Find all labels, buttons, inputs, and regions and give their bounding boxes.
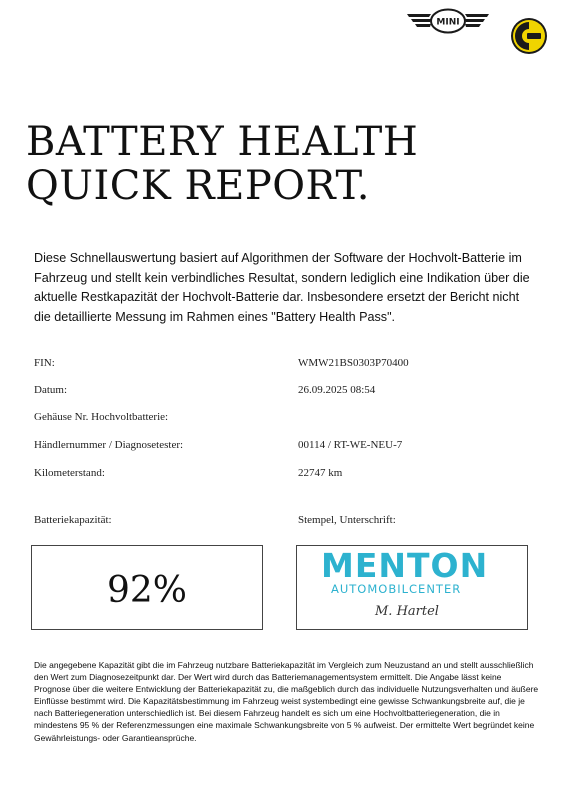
intro-paragraph: Diese Schnellauswertung basiert auf Algorithmen der Software der Hochvolt-Batterie im Fahrzeug und stellt kein verbindliches Resultat, sondern lediglich eine Indikation über die aktuelle Restkapazität der Hochvolt-Batterie dar. Insbesondere ersetzt der Bericht nicht die detaillierte Messung im Rahmen eines "Battery Health Pass". — [34, 251, 530, 324]
field-datum — [34, 384, 539, 400]
mini-logo — [407, 8, 489, 34]
electric-bolt-logo — [509, 16, 549, 56]
title-line-1: BATTERY HEALTH — [26, 119, 419, 165]
capacity-box — [31, 545, 263, 630]
stamp-label: Stempel, Unterschrift: — [298, 514, 396, 526]
km-value: 22747 km — [298, 467, 343, 479]
datum-value: 26.09.2025 08:54 — [298, 384, 376, 396]
haendler-label: Händlernummer / Diagnosetester: — [34, 439, 184, 451]
haendler-value: 00114 / RT-WE-NEU-7 — [298, 439, 403, 451]
report-title — [26, 120, 418, 208]
datum-label: Datum: — [34, 384, 67, 396]
km-label: Kilometerstand: — [34, 467, 105, 479]
field-kilometerstand — [34, 467, 539, 483]
fin-value: WMW21BS0303P70400 — [298, 357, 409, 369]
stamp-company-subtitle: AUTOMOBILCENTER — [331, 582, 462, 596]
signature: M. Hartel — [375, 604, 439, 619]
stamp-box — [296, 545, 528, 630]
box-labels — [34, 514, 539, 530]
field-fin — [34, 357, 539, 373]
field-haendler — [34, 439, 539, 455]
field-gehaeuse — [34, 411, 539, 427]
capacity-value: 92% — [106, 570, 187, 611]
fin-label: FIN: — [34, 357, 55, 369]
gehaeuse-label: Gehäuse Nr. Hochvoltbatterie: — [34, 411, 169, 423]
mini-logo-text: MINI — [436, 17, 460, 28]
title-line-2: QUICK REPORT. — [26, 163, 370, 209]
disclaimer-paragraph: Die angegebene Kapazität gibt die im Fahrzeug nutzbare Batteriekapazität im Vergleich zum Neuzustand an und stellt ausschließlich den Wert zum Diagnosezeitpunkt dar. Der Wert wird durch das Batteriemanagementsystem ermittelt. Die Angabe lässt keine Prognose über die weitere Entwicklung der Batteriekapazität zu, die maßgeblich durch das individuelle Nutzungsverhalten und äußere Einflüsse bestimmt wird. Die Kapazitätsbestimmung im Fahrzeug weist systembedingt eine gewisse Schwankungsbreite auf, die je nach Batteriegeneration unterschiedlich ist. Bei diesem Fahrzeug handelt es sich um eine Hochvoltbatteriegeneration, die in mindestens 95 % der Referenzmessungen eine maximale Schwankungsbreite von 5 % aufweist. Der ermittelte Wert begründet keine Gewährleistungs- oder Garantieansprüche. — [34, 660, 539, 743]
stamp-company-name: MENTON — [321, 546, 489, 585]
capacity-label: Batteriekapazität: — [34, 514, 112, 526]
